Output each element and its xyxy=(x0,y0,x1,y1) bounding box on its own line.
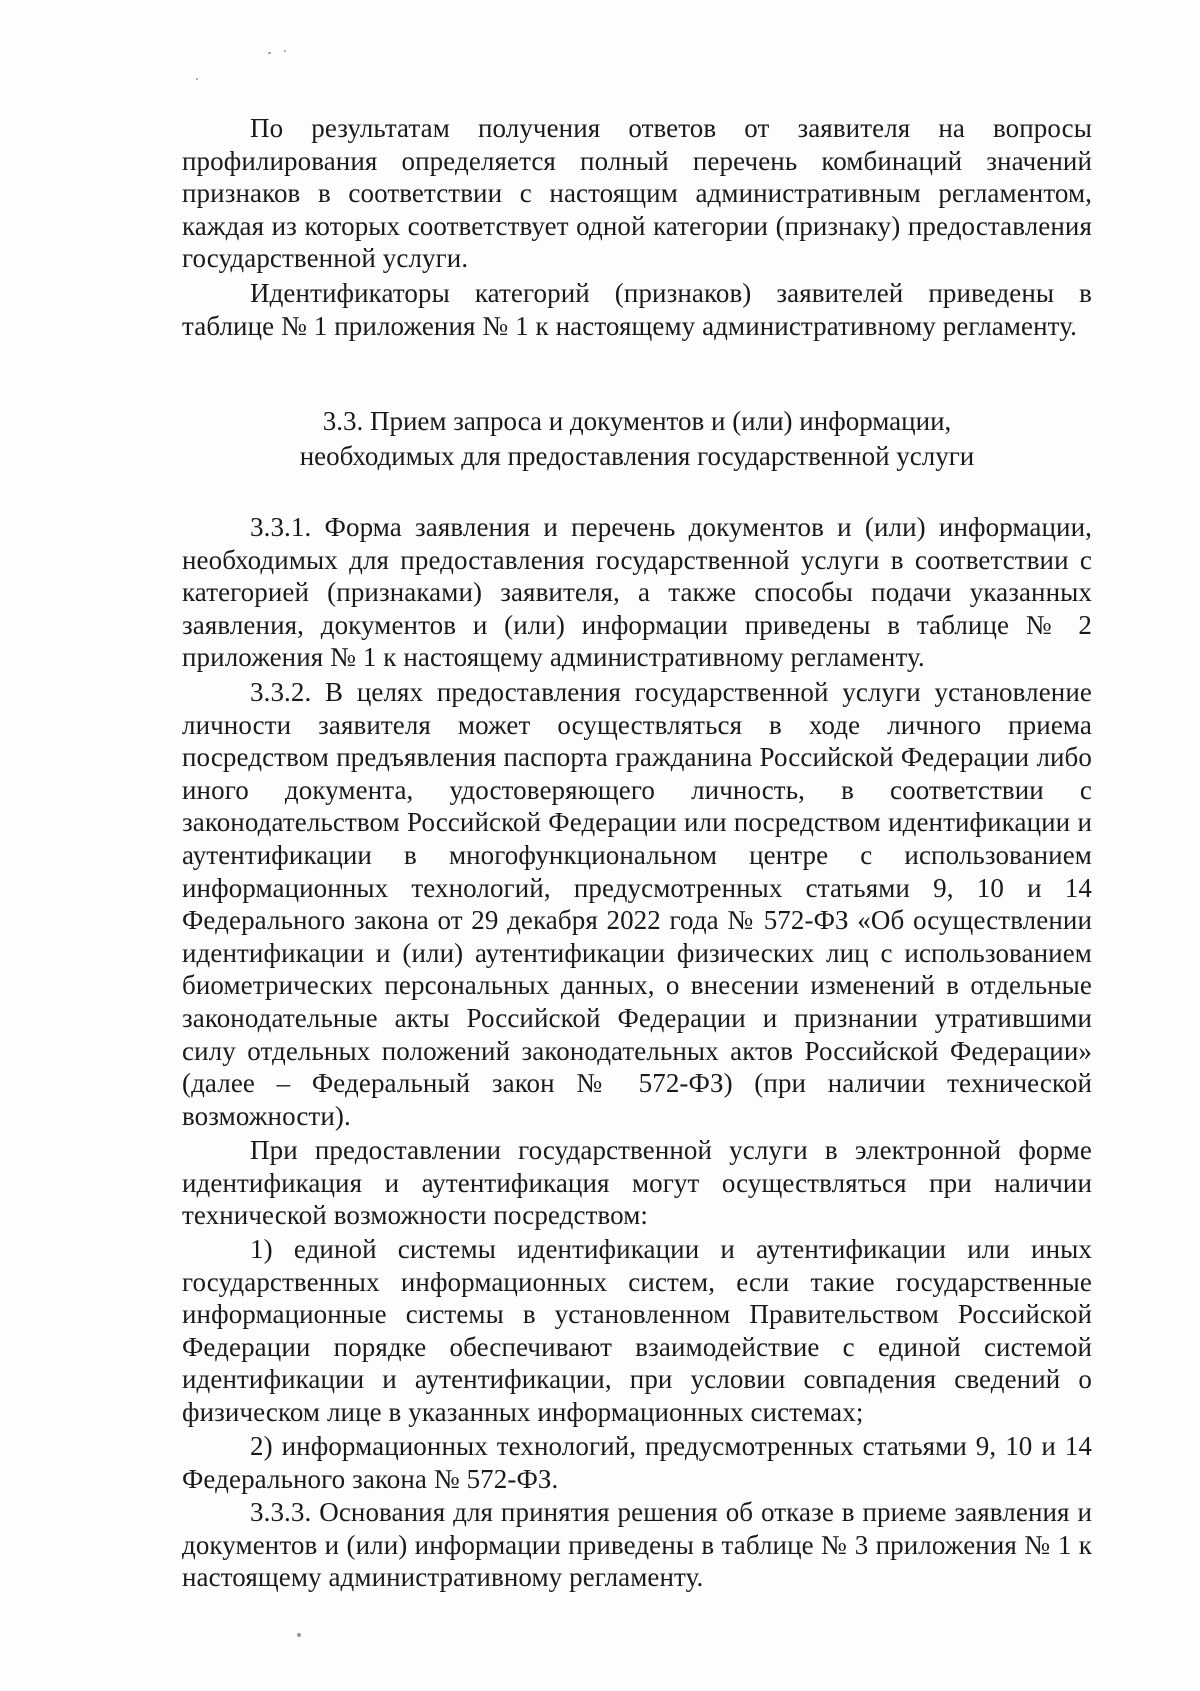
section-heading-line-2: необходимых для предоставления государственной услуги xyxy=(299,441,975,471)
section-heading-3-3 xyxy=(182,404,1092,474)
list-item-1: 1) единой системы идентификации и аутентификации или иных государственных информационных систем, если такие государственные информационные системы в установленном Правительством Российской Федерации порядке обеспечивают взаимодействие с единой системой идентификации и аутентификации, при условии совпадения сведений о физическом лице в указанных информационных системах; xyxy=(182,1234,1092,1427)
scan-speck xyxy=(196,78,198,80)
scan-speck xyxy=(284,50,286,52)
paragraph-3-3-2: 3.3.2. В целях предоставления государственной услуги установление личности заявителя может осуществляться в ходе личного приема посредством предъявления паспорта гражданина Российской Федерации либо иного документа, удостоверяющего личность, в соответствии с законодательством Российской Федерации или посредством идентификации и аутентификации в многофункциональном центре с использованием информационных технологий, предусмотренных статьями 9, 10 и 14 Федерального закона от 29 декабря 2022 года № 572-ФЗ «Об осуществлении идентификации и (или) аутентификации физических лиц с использованием биометрических персональных данных, о внесении изменений в отдельные законодательные акты Российской Федерации и признании утратившими силу отдельных положений законодательных актов Российской Федерации» (далее – Федеральный закон № 572-ФЗ) (при наличии технической возможности). xyxy=(182,677,1092,1131)
paragraph-3-3-3: 3.3.3. Основания для принятия решения об отказе в приеме заявления и документов и (или) информации приведены в таблице № 3 приложения № 1 к настоящему административному регламенту. xyxy=(182,1497,1092,1593)
scan-speck xyxy=(268,52,271,54)
section-heading-line-1: 3.3. Прием запроса и документов и (или) информации, xyxy=(322,406,952,436)
paragraph-3-3-1: 3.3.1. Форма заявления и перечень документов и (или) информации, необходимых для предоставления государственной услуги в соответствии с категорией (признаками) заявителя, а также способы подачи указанных заявления, документов и (или) информации приведены в таблице № 2 приложения № 1 к настоящему административному регламенту. xyxy=(182,512,1092,673)
list-item-2: 2) информационных технологий, предусмотренных статьями 9, 10 и 14 Федерального закона № 572-ФЗ. xyxy=(182,1431,1092,1494)
paragraph-electronic-form: При предоставлении государственной услуги в электронной форме идентификация и аутентификация могут осуществляться при наличии технической возможности посредством: xyxy=(182,1135,1092,1231)
scan-speck xyxy=(297,1633,301,1637)
paragraph-profiling-results: По результатам получения ответов от заявителя на вопросы профилирования определяется полный перечень комбинаций значений признаков в соответствии с настоящим административным регламентом, каждая из которых соответствует одной категории (признаку) предоставления государственной услуги. xyxy=(182,113,1092,274)
paragraph-category-identifiers: Идентификаторы категорий (признаков) заявителей приведены в таблице № 1 приложения № 1 к настоящему административному регламенту. xyxy=(182,278,1092,341)
